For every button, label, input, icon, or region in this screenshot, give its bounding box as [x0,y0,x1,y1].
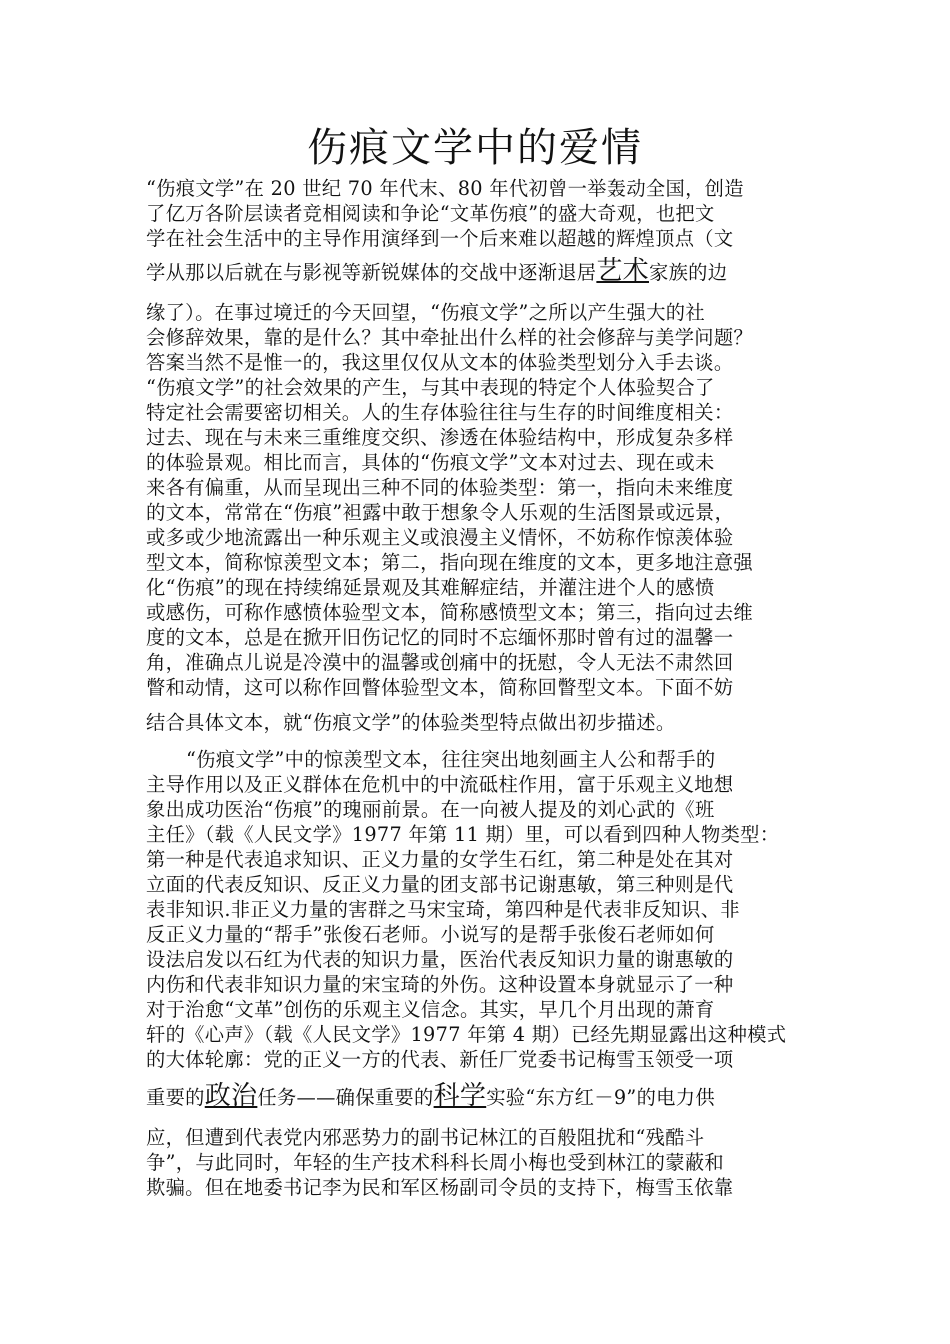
text-line: 学在社会生活中的主导作用演绎到一个后来难以超越的辉煌顶点（文 [146,227,734,250]
document-title: 伤痕文学中的爱情 [307,125,643,171]
text-line: “伤痕文学”中的惊羡型文本，往往突出地刻画主人公和帮手的 [186,748,716,771]
text-line: 结合具体文本，就“伤痕文学”的体验类型特点做出初步描述。 [146,711,676,734]
text-line: 答案当然不是惟一的，我这里仅仅从文本的体验类型划分入手去谈。 [146,351,734,374]
text-line: “伤痕文学”的社会效果的产生，与其中表现的特定个人体验契合了 [146,376,715,399]
text-segment: 实验“东方红－9”的电力供 [486,1086,715,1109]
text-line: 来各有偏重，从而呈现出三种不同的体验类型：第一，指向未来维度 [146,476,734,499]
text-line: 立面的代表反知识、反正义力量的团支部书记谢惠敏，第三种则是代 [146,873,734,896]
text-line: 内伤和代表非知识力量的宋宝琦的外伤。这种设置本身就显示了一种 [146,973,734,996]
text-line: 会修辞效果，靠的是什么？其中牵扯出什么样的社会修辞与美学问题？ [146,326,754,349]
text-line: 反正义力量的“帮手”张俊石老师。小说写的是帮手张俊石老师如何 [146,923,715,946]
text-line: 应，但遭到代表党内邪恶势力的副书记林江的百般阻扰和“残酷斗 [146,1126,705,1149]
text-segment: 重要的 [146,1086,205,1109]
text-line: 角，准确点儿说是冷漠中的温馨或创痛中的抚慰，令人无法不肃然回 [146,651,734,674]
text-line: 了亿万各阶层读者竞相阅读和争论“文革伤痕”的盛大奇观，也把文 [146,202,715,225]
text-segment: 任务——确保重要的 [257,1086,434,1109]
text-line: 瞥和动情，这可以称作回瞥体验型文本，简称回瞥型文本。下面不妨 [146,676,734,699]
keyword-link[interactable]: 艺术 [596,256,649,286]
text-line: 的大体轮廓：党的正义一方的代表、新任厂党委书记梅雪玉领受一项 [146,1048,734,1071]
text-segment: 家族的边 [648,261,728,284]
text-line: 表非知识.非正义力量的害群之马宋宝琦，第四种是代表非反知识、非 [146,898,740,921]
text-line: 的体验景观。相比而言，具体的“伤痕文学”文本对过去、现在或未 [146,451,715,474]
text-line: 或感伤，可称作感愤体验型文本，简称感愤型文本；第三，指向过去维 [146,601,754,624]
keyword-link[interactable]: 科学 [433,1081,487,1111]
text-line: 主导作用以及正义群体在危机中的中流砥柱作用，富于乐观主义地想 [146,773,734,796]
text-line: 争”，与此同时，年轻的生产技术科科长周小梅也受到林江的蒙蔽和 [146,1151,725,1174]
text-line: 设法启发以石红为代表的知识力量，医治代表反知识力量的谢惠敏的 [146,948,734,971]
text-line: 特定社会需要密切相关。人的生存体验往往与生存的时间维度相关： [146,401,734,424]
text-line: 型文本，简称惊羡型文本；第二，指向现在维度的文本，更多地注意强 [146,551,754,574]
text-line: 或多或少地流露出一种乐观主义或浪漫主义情怀，不妨称作惊羡体验 [146,526,734,549]
text-line: 缘了）。在事过境迁的今天回望，“伤痕文学”之所以产生强大的社 [146,301,705,324]
text-line: 对于治愈“文革”创伤的乐观主义信念。其实，早几个月出现的萧育 [146,998,715,1021]
text-line [146,1083,814,1111]
keyword-link[interactable]: 政治 [204,1081,258,1111]
text-segment: 学从那以后就在与影视等新锐媒体的交战中逐渐退居 [146,261,597,284]
text-line: 过去、现在与未来三重维度交织、渗透在体验结构中，形成复杂多样 [146,426,734,449]
text-line: 的文本，常常在“伤痕”袒露中敢于想象令人乐观的生活图景或远景， [146,501,735,524]
text-line: 象出成功医治“伤痕”的瑰丽前景。在一向被人提及的刘心武的《班 [146,798,715,821]
text-line: 第一种是代表追求知识、正义力量的女学生石红，第二种是处在其对 [146,848,734,871]
text-line: 轩的《心声》（载《人民文学》1977 年第 4 期）已经先期显露出这种模式 [146,1023,787,1046]
text-line: 度的文本，总是在掀开旧伤记忆的同时不忘缅怀那时曾有过的温馨一 [146,626,734,649]
text-line: 主任》（载《人民文学》1977 年第 11 期）里，可以看到四种人物类型： [146,823,780,846]
text-line [146,258,814,286]
text-line: “伤痕文学”在 20 世纪 70 年代末、80 年代初曾一举轰动全国，创造 [146,177,744,200]
text-line: 化“伤痕”的现在持续绵延景观及其难解症结，并灌注进个人的感愤 [146,576,715,599]
text-line: 欺骗。但在地委书记李为民和军区杨副司令员的支持下，梅雪玉依靠 [146,1176,734,1199]
